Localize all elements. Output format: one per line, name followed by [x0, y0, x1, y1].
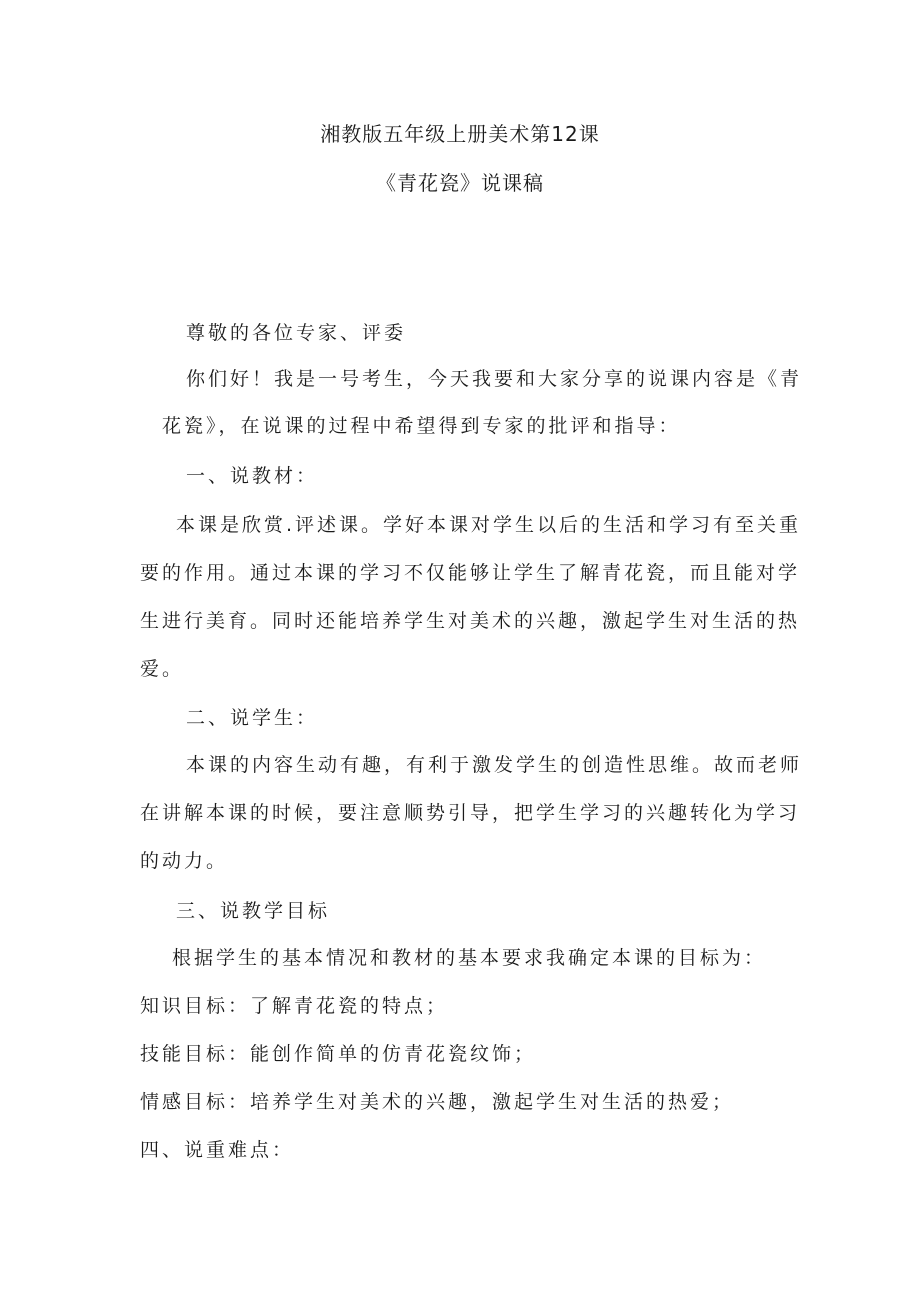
- section-1-heading: 一、说教材：: [186, 465, 319, 487]
- section-2-line-2: 在讲解本课的时候，要注意顺势引导，把学生学习的兴趣转化为学习: [140, 802, 801, 824]
- goal-emotion: 情感目标：培养学生对美术的兴趣，激起学生对生活的热爱；: [140, 1091, 735, 1113]
- document-title-lesson: 《青花瓷》说课稿: [376, 171, 544, 195]
- section-1-line-3: 生进行美育。同时还能培养学生对美术的兴趣，激起学生对生活的热: [140, 610, 801, 632]
- section-2-line-3: 的动力。: [140, 850, 229, 872]
- section-1-line-2: 要的作用。通过本课的学习不仅能够让学生了解青花瓷，而且能对学: [140, 562, 801, 584]
- section-2-heading: 二、说学生：: [186, 707, 319, 729]
- section-3-heading: 三、说教学目标: [176, 900, 331, 922]
- greeting: 尊敬的各位专家、评委: [186, 322, 407, 344]
- section-4-heading: 四、说重难点：: [140, 1139, 295, 1161]
- intro-line-1: 你们好！我是一号考生，今天我要和大家分享的说课内容是《青: [186, 368, 803, 390]
- section-2-line-1: 本课的内容生动有趣，有利于激发学生的创造性思维。故而老师: [186, 754, 803, 776]
- section-1-line-4: 爱。: [140, 658, 185, 680]
- goal-knowledge: 知识目标：了解青花瓷的特点；: [140, 995, 449, 1017]
- section-1-line-1: 本课是欣赏.评述课。学好本课对学生以后的生活和学习有至关重: [176, 514, 802, 536]
- goal-skill: 技能目标：能创作简单的仿青花瓷纹饰；: [140, 1043, 537, 1065]
- document-title-course: 湘教版五年级上册美术第12课: [320, 122, 600, 146]
- intro-line-2: 花瓷》，在说课的过程中希望得到专家的批评和指导：: [162, 415, 681, 437]
- section-3-intro: 根据学生的基本情况和教材的基本要求我确定本课的目标为：: [172, 947, 767, 969]
